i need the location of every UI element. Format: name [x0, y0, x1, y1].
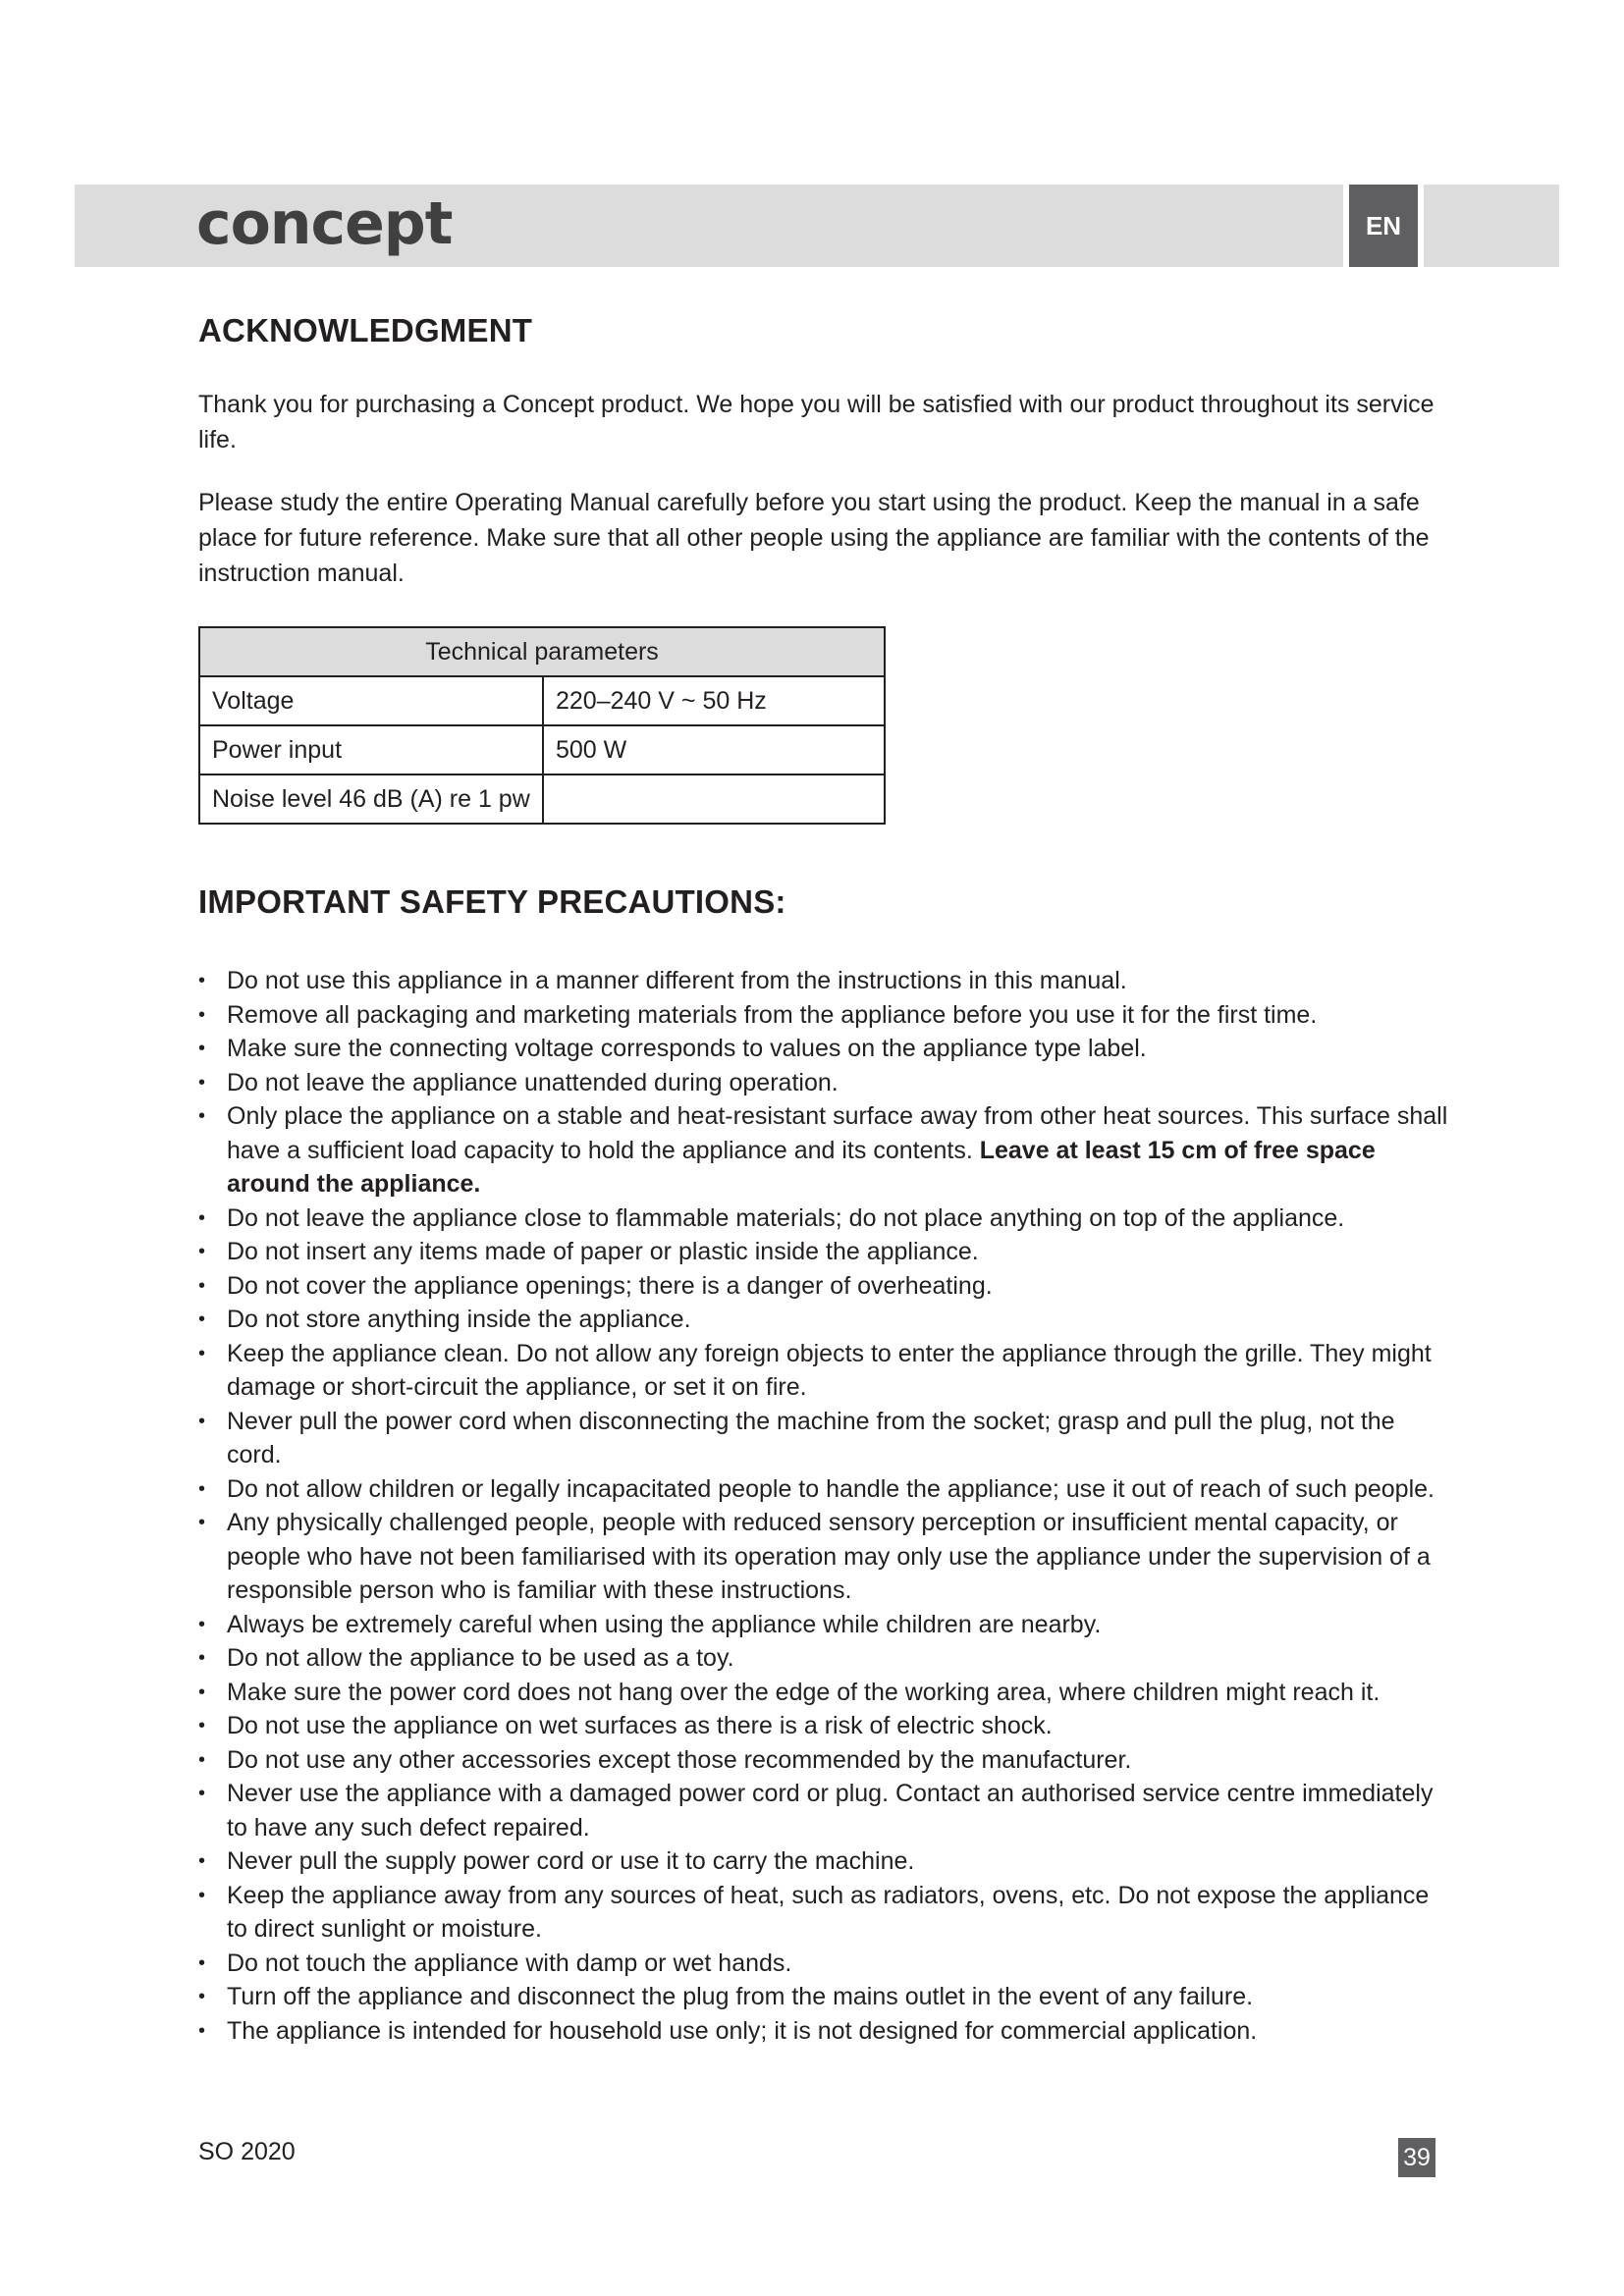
- list-item: [198, 1337, 1455, 1405]
- list-item: [198, 1235, 1455, 1269]
- list-item: [198, 998, 1455, 1033]
- list-item-text: Do not allow the appliance to be used as a toy.: [227, 1644, 734, 1672]
- table-header-row: [199, 627, 885, 676]
- list-item: [198, 1641, 1455, 1676]
- table-row: [199, 774, 885, 824]
- list-item: [198, 1844, 1455, 1879]
- list-item: [198, 2014, 1455, 2049]
- list-item: [198, 1980, 1455, 2014]
- list-item-text: Make sure the connecting voltage corresponds to values on the appliance type label.: [227, 1035, 1147, 1062]
- list-item: [198, 1777, 1455, 1844]
- list-item-text: Do not leave the appliance close to flammable materials; do not place anything on top of the appliance.: [227, 1203, 1345, 1232]
- list-item-text: Only place the appliance on a stable and heat-resistant surface away from other heat sources. This surface shall have a sufficient load capacity to hold the appliance and its contents.: [227, 1102, 1448, 1164]
- acknowledgment-title: ACKNOWLEDGMENT: [198, 312, 533, 348]
- list-item: [198, 1608, 1455, 1642]
- list-item-text: Do not leave the appliance unattended during operation.: [227, 1068, 839, 1096]
- list-item-emphasis: Leave at least 15 cm of free space around the appliance.: [227, 1136, 1376, 1198]
- list-item-text: The appliance is intended for household use only; it is not designed for commercial application.: [227, 2016, 1258, 2045]
- list-item-text: Do not insert any items made of paper or plastic inside the appliance.: [227, 1238, 979, 1265]
- list-item: [198, 1269, 1455, 1304]
- page-number: 39: [1398, 2138, 1435, 2177]
- list-item-text: Any physically challenged people, people with reduced sensory perception or insufficient mental capacity, or people who have not been familiarised with its operation may only use the appliance under the supervision of a responsible person who is familiar with these instructions.: [227, 1509, 1431, 1604]
- list-item: [198, 1676, 1455, 1710]
- list-item: [198, 1066, 1455, 1100]
- table-cell-label: Noise level 46 dB (A) re 1 pw: [199, 774, 543, 824]
- list-item-text: Do not store anything inside the appliance.: [227, 1306, 691, 1333]
- list-item-text: Do not cover the appliance openings; there is a danger of overheating.: [227, 1271, 993, 1300]
- list-item-text: Remove all packaging and marketing materials from the appliance before you use it for the first time.: [227, 1000, 1318, 1029]
- table-cell-label: Voltage: [199, 676, 543, 725]
- brand-logo: concept: [196, 189, 453, 258]
- table-cell-value: 220–240 V ~ 50 Hz: [543, 676, 885, 725]
- list-item: [198, 1743, 1455, 1778]
- safety-list: [198, 964, 1455, 2048]
- list-item: [198, 964, 1455, 998]
- table-title: Technical parameters: [199, 627, 885, 676]
- table-cell-value: [543, 774, 885, 824]
- technical-parameters-table: [198, 626, 886, 825]
- list-item-text: Keep the appliance clean. Do not allow any foreign objects to enter the appliance through the grille. They might damage or short-circuit the appliance, or set it on fire.: [227, 1339, 1432, 1401]
- table-cell-value: 500 W: [543, 725, 885, 774]
- list-item-text: Always be extremely careful when using the appliance while children are nearby.: [227, 1610, 1102, 1638]
- list-item-text: Turn off the appliance and disconnect the plug from the mains outlet in the event of any failure.: [227, 1983, 1254, 2010]
- table-cell-label: Power input: [199, 725, 543, 774]
- acknowledgment-paragraph-1: Thank you for purchasing a Concept product. We hope you will be satisfied with our product throughout its service life.: [198, 391, 1435, 454]
- list-item-text: Never pull the supply power cord or use it to carry the machine.: [227, 1847, 915, 1875]
- list-item: [198, 1472, 1455, 1507]
- safety-title: IMPORTANT SAFETY PRECAUTIONS:: [198, 883, 786, 920]
- list-item-text: Do not touch the appliance with damp or wet hands.: [227, 1949, 792, 1977]
- list-item: [198, 1947, 1455, 1981]
- list-item-text: Do not use this appliance in a manner different from the instructions in this manual.: [227, 967, 1127, 994]
- list-item: [198, 1405, 1455, 1472]
- list-item-text: Do not allow children or legally incapacitated people to handle the appliance; use it out of reach of such people.: [227, 1474, 1435, 1503]
- table-row: [199, 676, 885, 725]
- acknowledgment-paragraph-2: Please study the entire Operating Manual carefully before you start using the product. Keep the manual in a safe place for future reference. Make sure that all other people using the appliance are familiar with the contents of the instruction manual.: [198, 489, 1430, 587]
- list-item: [198, 1099, 1455, 1201]
- list-item-text: Do not use any other accessories except those recommended by the manufacturer.: [227, 1745, 1132, 1774]
- header-bar: [75, 185, 1559, 267]
- list-item: [198, 1879, 1455, 1947]
- list-item-text: Never pull the power cord when disconnecting the machine from the socket; grasp and pull the plug, not the cord.: [227, 1407, 1395, 1468]
- language-badge: EN: [1349, 185, 1418, 267]
- list-item-text: Make sure the power cord does not hang over the edge of the working area, where children might reach it.: [227, 1678, 1380, 1706]
- list-item: [198, 1506, 1455, 1608]
- list-item-text: Never use the appliance with a damaged power cord or plug. Contact an authorised service centre immediately to have any such defect repaired.: [227, 1780, 1434, 1842]
- list-item-text: Keep the appliance away from any sources of heat, such as radiators, ovens, etc. Do not expose the appliance to direct sunlight or moisture.: [227, 1881, 1430, 1943]
- list-item: [198, 1032, 1455, 1066]
- table-row: [199, 725, 885, 774]
- list-item-text: Do not use the appliance on wet surfaces as there is a risk of electric shock.: [227, 1712, 1053, 1739]
- list-item: [198, 1303, 1455, 1337]
- list-item: [198, 1201, 1455, 1236]
- list-item: [198, 1709, 1455, 1743]
- model-number: SO 2020: [198, 2138, 296, 2165]
